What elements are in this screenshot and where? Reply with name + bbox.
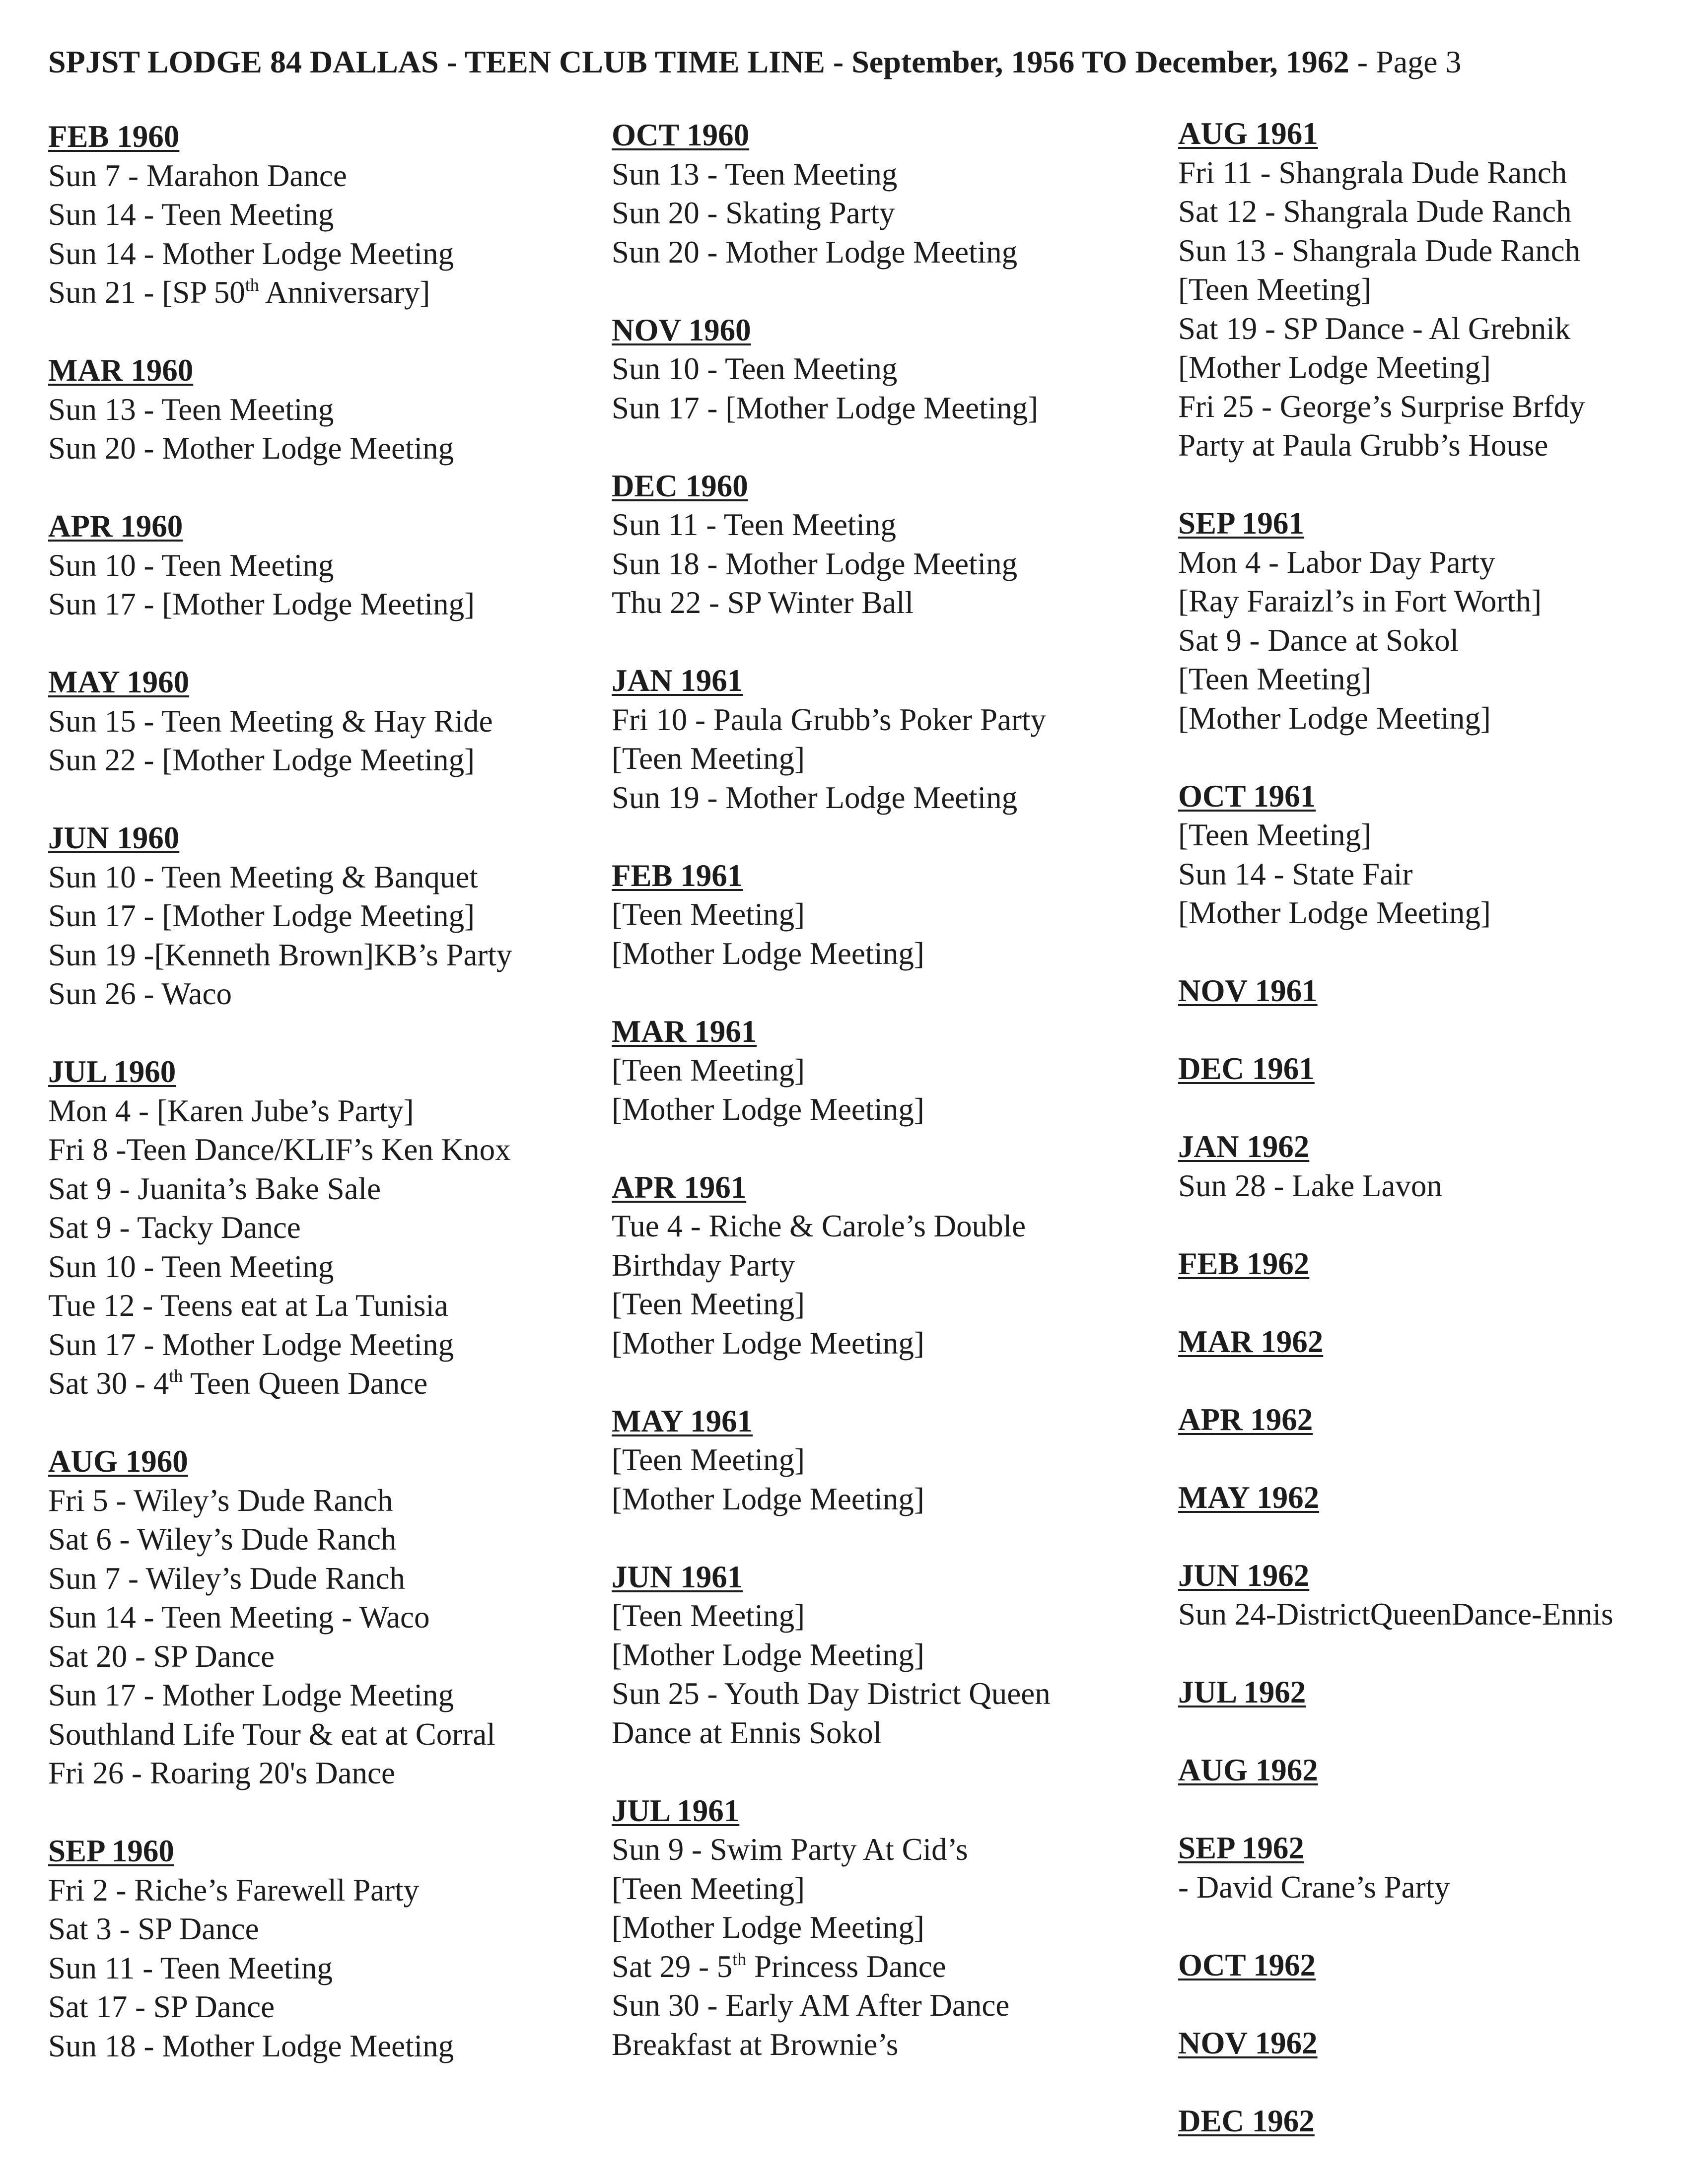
- timeline-entry: Sat 9 - Dance at Sokol: [1178, 622, 1459, 658]
- timeline-entry: Tue 12 - Teens eat at La Tunisia: [48, 1288, 448, 1323]
- timeline-entry: Sun 18 - Mother Lodge Meeting: [612, 546, 1018, 581]
- month-section: [48, 1052, 594, 1403]
- timeline-entry: Sun 19 -[Kenneth Brown]KB’s Party: [48, 937, 512, 972]
- timeline-entry: [Teen Meeting]: [1178, 818, 1372, 852]
- month-section: [1178, 1322, 1675, 1362]
- month-heading: FEB 1961: [612, 858, 743, 893]
- month-section: [612, 1402, 1158, 1519]
- month-heading: JUN 1960: [48, 820, 180, 855]
- timeline-entry: Sun 26 - Waco: [48, 976, 232, 1011]
- timeline-entry: Sun 7 - Marahon Dance: [48, 158, 347, 193]
- entry-text: Princess Dance: [746, 1949, 946, 1984]
- timeline-entry: Thu 22 - SP Winter Ball: [612, 585, 914, 620]
- month-heading: MAR 1961: [612, 1014, 757, 1049]
- entry-text: Anniversary]: [259, 275, 430, 310]
- timeline-entry: Sun 28 - Lake Lavon: [1178, 1168, 1442, 1203]
- timeline-entry: Sun 14 - Teen Meeting - Waco: [48, 1600, 430, 1635]
- timeline-entry: Sat 12 - Shangrala Dude Ranch: [1178, 194, 1572, 229]
- month-section: [612, 1558, 1158, 1753]
- month-heading: SEP 1961: [1178, 506, 1304, 541]
- month-heading: OCT 1960: [612, 118, 750, 152]
- timeline-entry: Sun 11 - Teen Meeting: [612, 507, 896, 542]
- timeline-entry: Sun 22 - [Mother Lodge Meeting]: [48, 743, 475, 777]
- month-heading: NOV 1962: [1178, 2025, 1318, 2060]
- month-heading: APR 1961: [612, 1169, 747, 1205]
- timeline-entry: Tue 4 - Riche & Carole’s Double: [612, 1209, 1026, 1243]
- timeline-entry: Sun 18 - Mother Lodge Meeting: [48, 2028, 454, 2063]
- month-section: [612, 661, 1158, 817]
- month-heading: SEP 1960: [48, 1834, 174, 1868]
- month-heading: OCT 1961: [1178, 778, 1316, 814]
- timeline-entry: Sat 6 - Wiley’s Dude Ranch: [48, 1522, 397, 1557]
- month-heading: MAY 1960: [48, 665, 190, 699]
- timeline-entry: Sun 17 - Mother Lodge Meeting: [48, 1678, 454, 1712]
- month-heading: JUL 1961: [612, 1793, 740, 1828]
- timeline-entry: Sun 15 - Teen Meeting & Hay Ride: [48, 703, 493, 739]
- ordinal-suffix: th: [245, 275, 259, 295]
- timeline-entry: [Teen Meeting]: [612, 1442, 805, 1477]
- month-section: [612, 1168, 1158, 1363]
- timeline-entry: - David Crane’s Party: [1178, 1869, 1450, 1905]
- timeline-entry: [Teen Meeting]: [612, 897, 805, 932]
- month-heading: MAR 1962: [1178, 1324, 1324, 1359]
- month-section: [48, 663, 594, 780]
- timeline-entry: Sun 25 - Youth Day District Queen: [612, 1676, 1051, 1711]
- timeline-entry: Party at Paula Grubb’s House: [1178, 428, 1548, 463]
- timeline-entry: [Ray Faraizl’s in Fort Worth]: [1178, 584, 1542, 618]
- timeline-entry: Sun 10 - Teen Meeting: [612, 351, 898, 386]
- timeline-entry: Fri 26 - Roaring 20's Dance: [48, 1756, 395, 1790]
- timeline-entry: Birthday Party: [612, 1247, 795, 1283]
- month-heading: MAY 1962: [1178, 1480, 1320, 1515]
- month-section: [612, 311, 1158, 428]
- timeline-entry: Sun 20 - Mother Lodge Meeting: [612, 234, 1018, 270]
- month-section: [48, 507, 594, 624]
- timeline-entry: Dance at Ennis Sokol: [612, 1715, 882, 1750]
- timeline-entry: Fri 2 - Riche’s Farewell Party: [48, 1872, 420, 1908]
- timeline-entry: Fri 10 - Paula Grubb’s Poker Party: [612, 702, 1046, 737]
- month-section: [1178, 504, 1675, 738]
- timeline-entry: Sun 10 - Teen Meeting: [48, 547, 334, 583]
- timeline-entry: Sun 10 - Teen Meeting: [48, 1249, 334, 1284]
- month-heading: DEC 1960: [612, 468, 748, 503]
- timeline-entry: Mon 4 - Labor Day Party: [1178, 545, 1495, 580]
- month-section: [1178, 1478, 1675, 1517]
- timeline-entry: [Mother Lodge Meeting]: [612, 936, 924, 971]
- timeline-entry: Sun 14 - Teen Meeting: [48, 197, 334, 232]
- timeline-column-3: [1178, 114, 1675, 2180]
- entry-text: Sun 21 - [SP 50: [48, 275, 245, 310]
- month-section: [612, 116, 1158, 272]
- timeline-entry: [Teen Meeting]: [612, 741, 805, 776]
- timeline-entry: [Mother Lodge Meeting]: [612, 1910, 924, 1945]
- timeline-entry: Fri 25 - George’s Surprise Brfdy: [1178, 389, 1585, 424]
- ordinal-suffix: th: [169, 1366, 183, 1386]
- timeline-entry: Sat 20 - SP Dance: [48, 1638, 275, 1674]
- timeline-entry: [612, 1947, 1158, 1986]
- timeline-column-2: [612, 116, 1158, 2103]
- month-section: [1178, 1946, 1675, 1985]
- month-heading: AUG 1962: [1178, 1753, 1318, 1787]
- timeline-entry: Sat 17 - SP Dance: [48, 1989, 275, 2024]
- month-section: [1178, 777, 1675, 933]
- ordinal-suffix: th: [732, 1949, 747, 1969]
- month-heading: FEB 1962: [1178, 1246, 1310, 1281]
- month-heading: AUG 1960: [48, 1444, 188, 1479]
- month-heading: JUL 1960: [48, 1054, 176, 1089]
- month-heading: NOV 1960: [612, 312, 751, 347]
- month-section: [612, 1791, 1158, 2064]
- timeline-entry: Fri 11 - Shangrala Dude Ranch: [1178, 155, 1567, 190]
- timeline-entry: Sat 3 - SP Dance: [48, 1911, 259, 1946]
- month-section: [1178, 1829, 1675, 1907]
- month-section: [48, 819, 594, 1014]
- month-heading: FEB 1960: [48, 119, 180, 154]
- month-section: [48, 1442, 594, 1793]
- month-heading: NOV 1961: [1178, 973, 1318, 1008]
- entry-text: Teen Queen Dance: [183, 1366, 428, 1401]
- timeline-entry: Sun 9 - Swim Party At Cid’s: [612, 1832, 968, 1867]
- month-section: [1178, 2024, 1675, 2063]
- timeline-entry: Sun 30 - Early AM After Dance: [612, 1988, 1010, 2023]
- month-heading: JUN 1961: [612, 1559, 743, 1594]
- timeline-entry: Sun 17 - [Mother Lodge Meeting]: [612, 390, 1039, 425]
- timeline-entry: Southland Life Tour & eat at Corral: [48, 1716, 495, 1752]
- timeline-entry: [Teen Meeting]: [1178, 662, 1372, 696]
- timeline-entry: [Teen Meeting]: [612, 1053, 805, 1088]
- timeline-entry: Sun 19 - Mother Lodge Meeting: [612, 780, 1018, 815]
- month-section: [1178, 1049, 1675, 1089]
- month-section: [1178, 1244, 1675, 1284]
- timeline-entry: Fri 5 - Wiley’s Dude Ranch: [48, 1483, 393, 1518]
- month-heading: JAN 1962: [1178, 1129, 1310, 1164]
- timeline-entry: Fri 8 -Teen Dance/KLIF’s Ken Knox: [48, 1132, 511, 1167]
- timeline-entry: Sun 10 - Teen Meeting & Banquet: [48, 859, 478, 894]
- month-section: [1178, 1556, 1675, 1634]
- timeline-entry: Sun 13 - Teen Meeting: [612, 156, 898, 192]
- timeline-entry: [48, 1364, 594, 1403]
- timeline-entry: [Mother Lodge Meeting]: [1178, 700, 1491, 736]
- timeline-entry: Sun 7 - Wiley’s Dude Ranch: [48, 1561, 405, 1596]
- timeline-entry: Mon 4 - [Karen Jube’s Party]: [48, 1093, 414, 1128]
- month-heading: MAY 1961: [612, 1403, 753, 1438]
- month-heading: MAR 1960: [48, 353, 194, 388]
- timeline-entry: Sun 14 - State Fair: [1178, 856, 1413, 891]
- timeline-entry: Sun 13 - Shangrala Dude Ranch: [1178, 233, 1581, 268]
- month-heading: JAN 1961: [612, 663, 743, 698]
- timeline-entry: Sun 17 - [Mother Lodge Meeting]: [48, 587, 475, 621]
- month-section: [1178, 1127, 1675, 1205]
- timeline-entry: Sat 9 - Juanita’s Bake Sale: [48, 1171, 381, 1206]
- timeline-entry: [Mother Lodge Meeting]: [612, 1481, 924, 1516]
- timeline-entry: Sun 17 - [Mother Lodge Meeting]: [48, 898, 475, 933]
- entry-text: Sat 30 - 4: [48, 1366, 169, 1401]
- timeline-entry: Sun 20 - Mother Lodge Meeting: [48, 431, 454, 466]
- entry-text: Sat 29 - 5: [612, 1949, 733, 1984]
- month-heading: DEC 1962: [1178, 2103, 1315, 2138]
- timeline-entry: Sun 20 - Skating Party: [612, 196, 895, 230]
- month-section: [1178, 971, 1675, 1011]
- timeline-entry: [Teen Meeting]: [612, 1287, 805, 1321]
- timeline-entry: Sun 11 - Teen Meeting: [48, 1950, 333, 1985]
- month-heading: AUG 1961: [1178, 116, 1318, 151]
- timeline-entry: [Teen Meeting]: [612, 1598, 805, 1633]
- month-heading: APR 1960: [48, 509, 183, 544]
- month-heading: JUL 1962: [1178, 1675, 1306, 1709]
- month-section: [612, 467, 1158, 622]
- timeline-entry: [48, 273, 594, 312]
- month-section: [48, 117, 594, 312]
- month-section: [1178, 1673, 1675, 1712]
- timeline-entry: Sat 19 - SP Dance - Al Grebnik: [1178, 311, 1571, 346]
- timeline-entry: [Mother Lodge Meeting]: [612, 1325, 924, 1361]
- timeline-entry: [Mother Lodge Meeting]: [612, 1637, 924, 1672]
- timeline-entry: Sun 13 - Teen Meeting: [48, 392, 334, 427]
- month-section: [1178, 114, 1675, 465]
- month-heading: APR 1962: [1178, 1402, 1313, 1437]
- timeline-entry: Sun 14 - Mother Lodge Meeting: [48, 236, 454, 271]
- month-section: [612, 1012, 1158, 1129]
- month-heading: SEP 1962: [1178, 1831, 1304, 1865]
- month-heading: OCT 1962: [1178, 1947, 1316, 1982]
- timeline-entry: [Mother Lodge Meeting]: [1178, 350, 1491, 385]
- month-section: [1178, 1751, 1675, 1790]
- page-title: [48, 40, 1662, 84]
- timeline-entry: Sun 24-DistrictQueenDance-Ennis: [1178, 1597, 1614, 1632]
- month-section: [1178, 1400, 1675, 1439]
- month-section: [612, 856, 1158, 973]
- month-section: [48, 1832, 594, 2065]
- page-title-text: SPJST LODGE 84 DALLAS - TEEN CLUB TIME LINE - September, 1956 TO December, 1962: [48, 44, 1349, 79]
- timeline-entry: [Mother Lodge Meeting]: [612, 1092, 924, 1127]
- timeline-entry: Sat 9 - Tacky Dance: [48, 1210, 301, 1245]
- timeline-entry: Sun 17 - Mother Lodge Meeting: [48, 1327, 454, 1362]
- timeline-column-1: [48, 117, 594, 2105]
- timeline-entry: [Teen Meeting]: [1178, 272, 1372, 307]
- timeline-entry: [Teen Meeting]: [612, 1871, 805, 1906]
- timeline-entry: [Mother Lodge Meeting]: [1178, 895, 1491, 930]
- timeline-entry: Breakfast at Brownie’s: [612, 2027, 899, 2062]
- page-number: - Page 3: [1349, 44, 1462, 79]
- month-heading: JUN 1962: [1178, 1558, 1310, 1593]
- month-heading: DEC 1961: [1178, 1051, 1315, 1086]
- month-section: [48, 351, 594, 468]
- month-section: [1178, 2102, 1675, 2141]
